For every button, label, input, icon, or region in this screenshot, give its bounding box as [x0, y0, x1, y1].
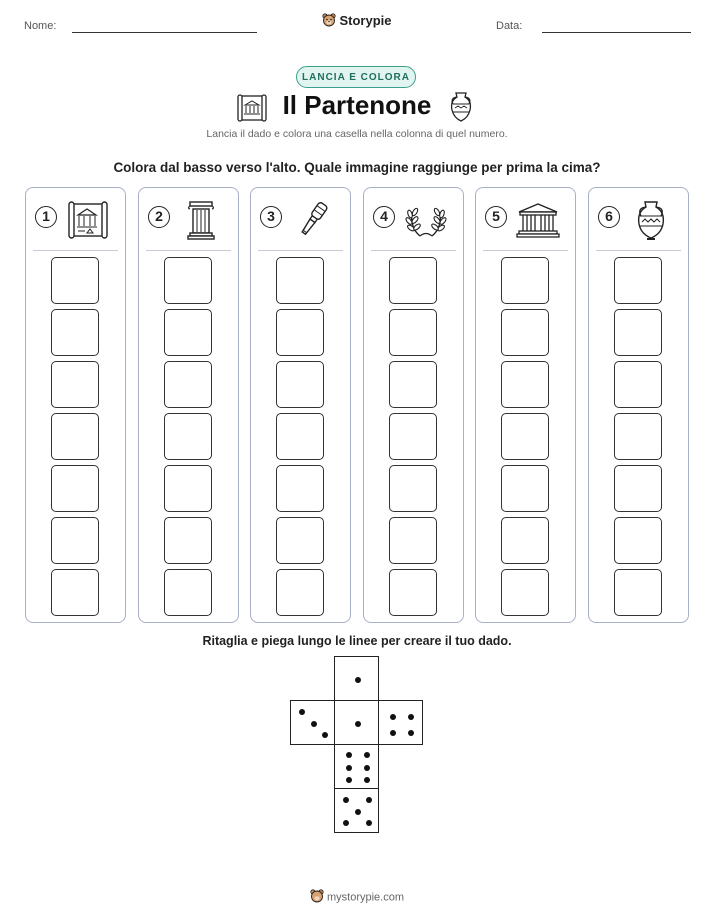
page-subtitle: Lancia il dado e colora una casella nella colonna di quel numero. [206, 128, 508, 140]
die-face-5 [334, 788, 379, 833]
color-box[interactable] [51, 413, 99, 460]
color-box[interactable] [389, 517, 437, 564]
column-divider [33, 250, 118, 251]
die-pip [343, 820, 349, 826]
color-box[interactable] [389, 309, 437, 356]
name-line[interactable] [72, 32, 257, 33]
color-box[interactable] [51, 569, 99, 616]
column-divider [483, 250, 568, 251]
color-box[interactable] [389, 413, 437, 460]
die-pip [311, 721, 317, 727]
color-box[interactable] [501, 569, 549, 616]
column-header [251, 188, 350, 250]
color-box[interactable] [614, 361, 662, 408]
brand-name: Storypie [339, 13, 392, 28]
footer-bear-icon [310, 889, 324, 906]
color-box[interactable] [501, 361, 549, 408]
color-box[interactable] [389, 465, 437, 512]
greek-amphora-icon [629, 198, 673, 242]
color-box[interactable] [276, 465, 324, 512]
race-column-1 [25, 187, 126, 623]
color-box[interactable] [389, 569, 437, 616]
footer [0, 889, 714, 906]
die-pip [390, 730, 396, 736]
color-box[interactable] [51, 309, 99, 356]
die-pip [355, 721, 361, 727]
color-box[interactable] [501, 309, 549, 356]
brand-logo [0, 13, 714, 30]
color-box[interactable] [501, 517, 549, 564]
die-pip [346, 765, 352, 771]
laurel-wreath-icon [404, 198, 448, 242]
die-pip [346, 752, 352, 758]
die-face-3 [290, 700, 335, 745]
die-pip [346, 777, 352, 783]
activity-badge: LANCIA E COLORA [296, 66, 416, 88]
race-column-6 [588, 187, 689, 623]
color-box[interactable] [51, 361, 99, 408]
column-header [589, 188, 688, 250]
color-box[interactable] [164, 257, 212, 304]
die-pip [355, 809, 361, 815]
column-divider [596, 250, 681, 251]
die-pip [366, 797, 372, 803]
color-box[interactable] [164, 413, 212, 460]
color-box[interactable] [614, 569, 662, 616]
color-box[interactable] [614, 413, 662, 460]
color-box[interactable] [51, 517, 99, 564]
die-pip [390, 714, 396, 720]
color-box[interactable] [164, 569, 212, 616]
die-instruction: Ritaglia e piega lungo le linee per creare il tuo dado. [202, 634, 512, 648]
die-face-1 [334, 700, 379, 745]
race-column-5 [475, 187, 576, 623]
die-pip [364, 765, 370, 771]
die-face-4 [378, 700, 423, 745]
color-box[interactable] [614, 309, 662, 356]
die-pip [343, 797, 349, 803]
footer-url: mystorypie.com [326, 891, 405, 904]
column-divider [371, 250, 456, 251]
column-number: 1 [35, 206, 57, 228]
column-divider [258, 250, 343, 251]
color-box[interactable] [389, 257, 437, 304]
race-column-3 [250, 187, 351, 623]
column-number: 3 [260, 206, 282, 228]
color-box[interactable] [276, 361, 324, 408]
column-number: 2 [148, 206, 170, 228]
color-box[interactable] [276, 309, 324, 356]
color-box[interactable] [164, 517, 212, 564]
column-header [26, 188, 125, 250]
die-pip [299, 709, 305, 715]
date-label: Data: [496, 20, 523, 32]
game-instruction: Colora dal basso verso l'alto. Quale immagine raggiunge per prima la cima? [113, 160, 601, 175]
die-pip [322, 732, 328, 738]
column-header [476, 188, 575, 250]
color-box[interactable] [501, 257, 549, 304]
color-box[interactable] [614, 465, 662, 512]
column-divider [146, 250, 231, 251]
color-box[interactable] [276, 257, 324, 304]
parthenon-temple-icon [516, 198, 560, 242]
column-number: 5 [485, 206, 507, 228]
color-box[interactable] [276, 569, 324, 616]
color-box[interactable] [276, 413, 324, 460]
color-box[interactable] [501, 465, 549, 512]
race-column-2 [138, 187, 239, 623]
die-pip [408, 730, 414, 736]
color-box[interactable] [614, 257, 662, 304]
color-box[interactable] [51, 257, 99, 304]
color-box[interactable] [51, 465, 99, 512]
bear-logo-icon [322, 13, 336, 30]
die-pip [408, 714, 414, 720]
race-column-4 [363, 187, 464, 623]
column-number: 6 [598, 206, 620, 228]
color-box[interactable] [501, 413, 549, 460]
color-box[interactable] [164, 309, 212, 356]
column-header [139, 188, 238, 250]
column-number: 4 [373, 206, 395, 228]
die-face-1 [334, 656, 379, 701]
die-face-6 [334, 744, 379, 789]
color-box[interactable] [164, 465, 212, 512]
die-pip [364, 777, 370, 783]
color-box[interactable] [614, 517, 662, 564]
amphora-title-icon [446, 90, 476, 124]
greek-column-icon [179, 198, 223, 242]
die-pip [366, 820, 372, 826]
scroll-blueprint-icon [66, 198, 110, 242]
die-pip [364, 752, 370, 758]
column-header [364, 188, 463, 250]
color-box[interactable] [389, 361, 437, 408]
color-box[interactable] [164, 361, 212, 408]
color-box[interactable] [276, 517, 324, 564]
chisel-icon [291, 198, 335, 242]
date-line[interactable] [542, 32, 691, 33]
die-pip [355, 677, 361, 683]
name-label: Nome: [24, 20, 57, 32]
page-title: Il Partenone [282, 90, 432, 120]
